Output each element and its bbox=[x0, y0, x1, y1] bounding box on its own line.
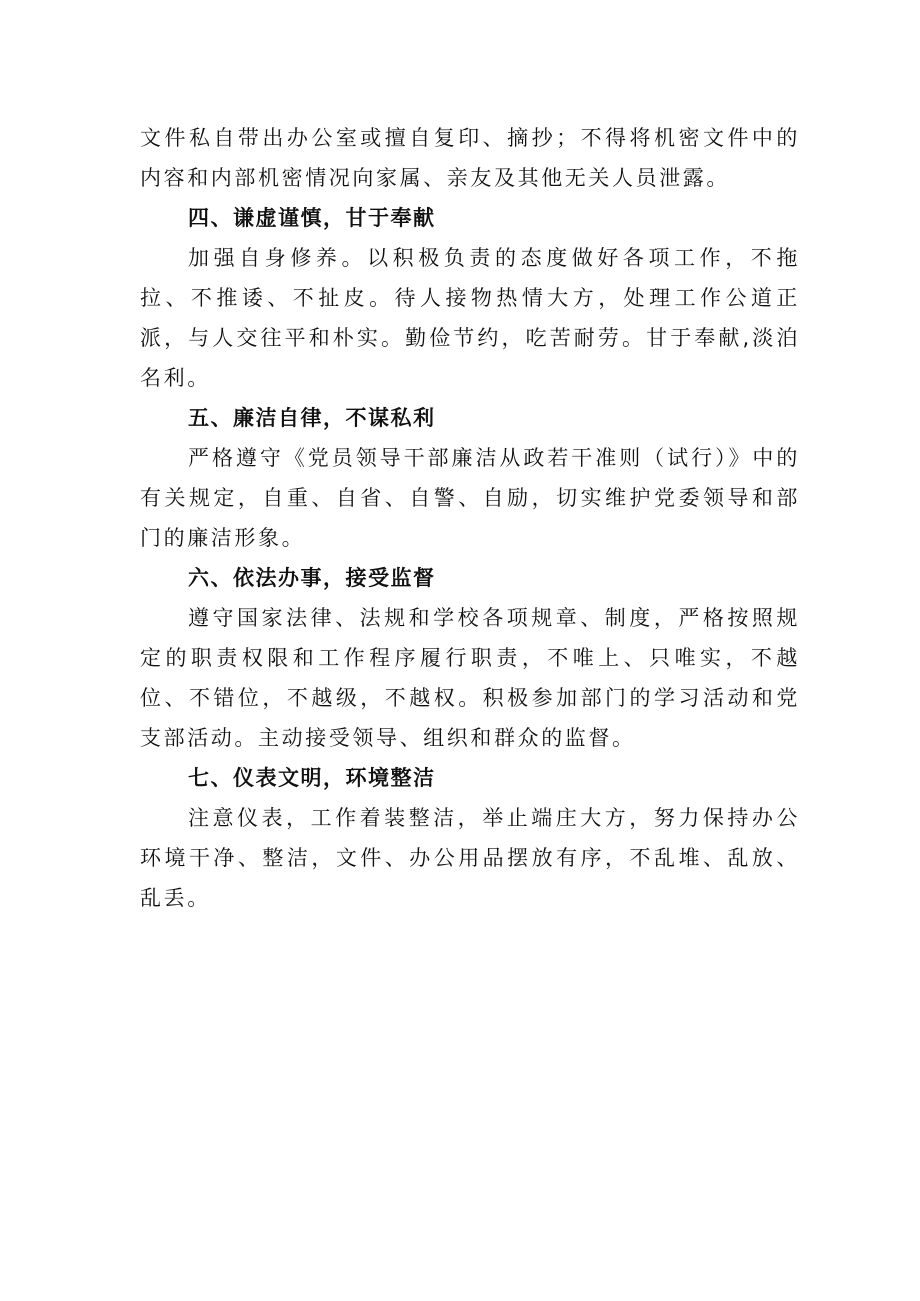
section-body-7: 注意仪表，工作着装整洁，举止端庄大方，努力保持办公环境干净、整洁，文件、办公用品摆放有序，不乱堆、乱放、乱丢。 bbox=[140, 806, 800, 910]
continuation-paragraph: 文件私自带出办公室或擅自复印、摘抄；不得将机密文件中的内容和内部机密情况向家属、亲友及其他无关人员泄露。 bbox=[140, 126, 800, 190]
section-heading-5: 五、廉洁自律，不谋私利 bbox=[188, 406, 436, 430]
section-heading-6: 六、依法办事，接受监督 bbox=[188, 566, 436, 590]
document-body bbox=[140, 118, 800, 918]
section-body-6: 遵守国家法律、法规和学校各项规章、制度，严格按照规定的职责权限和工作程序履行职责，不唯上、只唯实，不越位、不错位，不越级，不越权。积极参加部门的学习活动和党支部活动。主动接受领导、组织和群众的监督。 bbox=[140, 606, 800, 750]
section-body-5: 严格遵守《党员领导干部廉洁从政若干准则（试行）》中的有关规定，自重、自省、自警、自励，切实维护党委领导和部门的廉洁形象。 bbox=[140, 446, 800, 550]
section-body-4: 加强自身修养。以积极负责的态度做好各项工作，不拖拉、不推诿、不扯皮。待人接物热情大方，处理工作公道正派，与人交往平和朴实。勤俭节约，吃苦耐劳。甘于奉献,淡泊名利。 bbox=[140, 246, 800, 390]
section-heading-7: 七、仪表文明，环境整洁 bbox=[188, 766, 436, 790]
section-heading-4: 四、谦虚谨慎，甘于奉献 bbox=[188, 206, 436, 230]
